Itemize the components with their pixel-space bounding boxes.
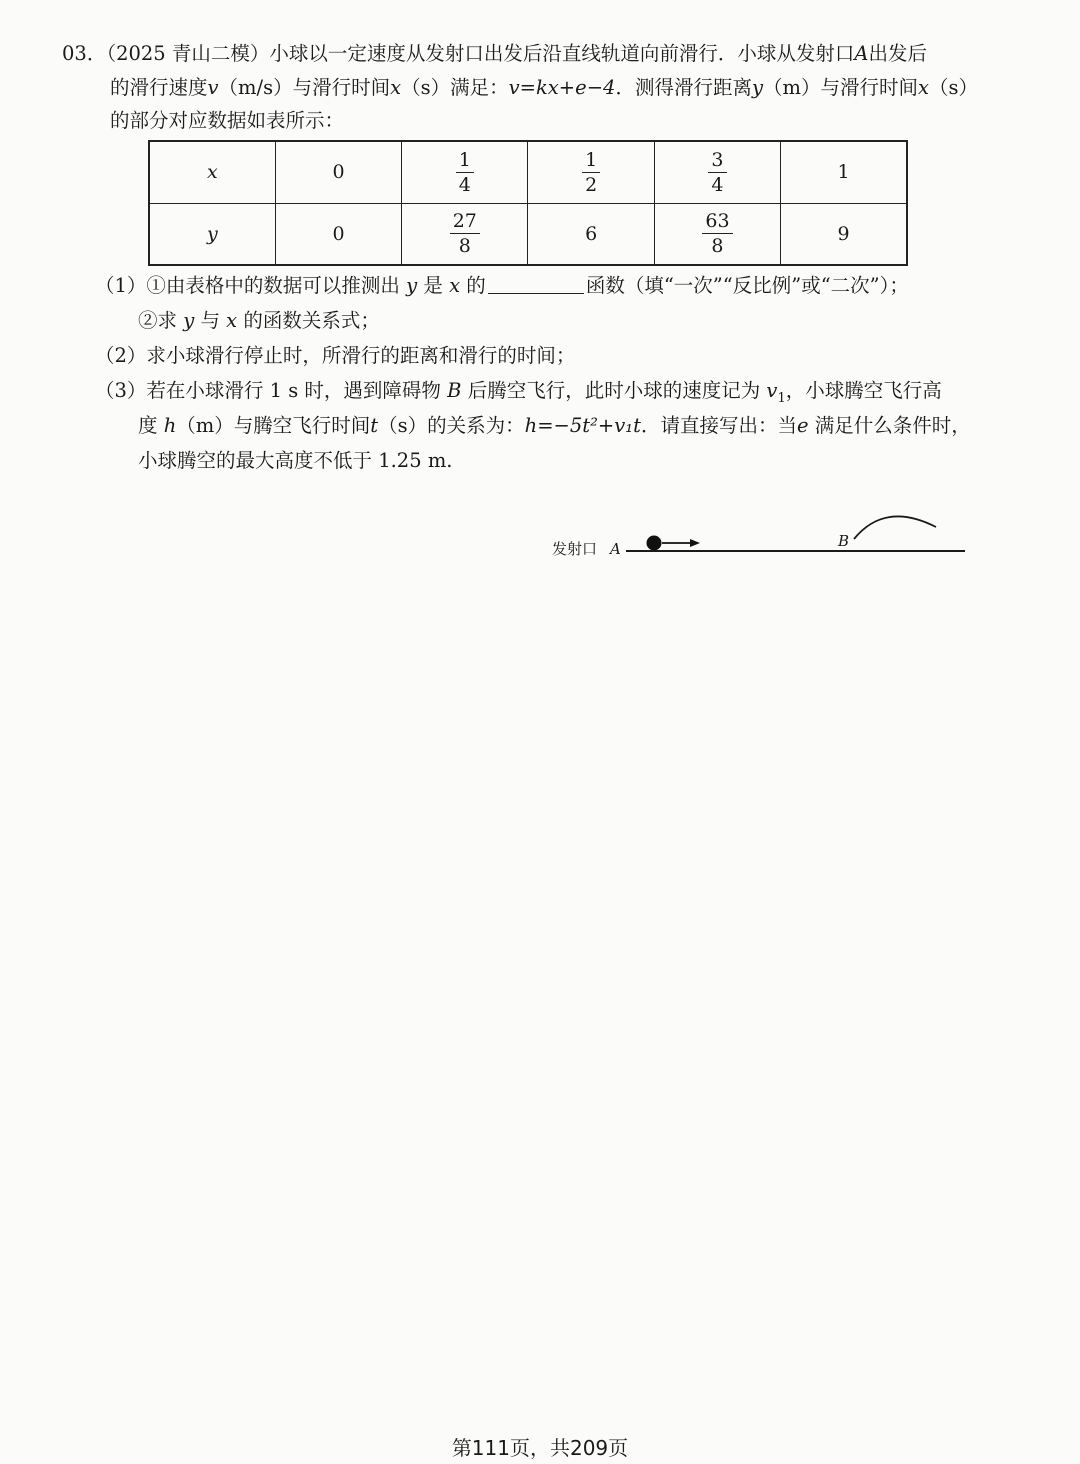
cell-y-3: $\frac{63}{8}$ — [654, 203, 780, 265]
data-table — [148, 140, 908, 266]
problem-line-3: 的部分对应数据如表所示： — [110, 109, 345, 132]
cell-y-4: 9 — [781, 203, 907, 265]
question-1b: ②求 y 与 x 的函数关系式； — [138, 309, 380, 332]
height-formula: h=−5t²+v₁t — [524, 414, 641, 437]
row-label-x: x — [149, 141, 275, 203]
question-2: （2）求小球滑行停止时，所滑行的距离和滑行的时间； — [95, 344, 576, 367]
question-3-line-1: （3）若在小球滑行 1 s 时，遇到障碍物 B 后腾空飞行，此时小球的速度记为 $v_1$，小球腾空飞行高 — [95, 379, 942, 406]
cell-x-1: $\frac{1}{4}$ — [402, 141, 528, 203]
cell-x-0: 0 — [275, 141, 401, 203]
cell-x-3: $\frac{3}{4}$ — [654, 141, 780, 203]
problem-line-1: 03．（2025 青山二模）小球以一定速度从发射口出发后沿直线轨道向前滑行．小球从发射口A出发后 — [62, 42, 928, 65]
problem-number: 03． — [62, 42, 107, 65]
question-3-line-2: 度 h（m）与腾空飞行时间t（s）的关系为：h=−5t²+v₁t．请直接写出：当e 满足什么条件时， — [138, 414, 971, 437]
table-row-x — [149, 141, 907, 203]
cell-x-4: 1 — [781, 141, 907, 203]
row-label-y: y — [149, 203, 275, 265]
launch-label: 发射口 — [552, 540, 598, 558]
table-row-y — [149, 203, 907, 265]
problem-line-2: 的滑行速度v（m/s）与滑行时间x（s）满足：v=kx+e−4．测得滑行距离y（m）与滑行时间x（s） — [110, 76, 978, 99]
point-a-label: A — [610, 540, 621, 558]
question-3-line-3: 小球腾空的最大高度不低于 1.25 m. — [138, 449, 453, 472]
cell-x-2: $\frac{1}{2}$ — [528, 141, 654, 203]
trajectory-diagram — [540, 505, 980, 565]
cell-y-0: 0 — [275, 203, 401, 265]
flight-arc — [854, 516, 936, 539]
question-1a: （1）①由表格中的数据可以推测出 y 是 x 的 函数（填“一次”“反比例”或“二次”）； — [95, 274, 909, 297]
answer-blank[interactable] — [488, 273, 584, 294]
cell-y-2: 6 — [528, 203, 654, 265]
page-footer: 第111页，共209页 — [451, 1436, 629, 1460]
velocity-formula: v=kx+e−4 — [508, 76, 616, 99]
point-b-label: B — [838, 532, 850, 550]
ball — [647, 536, 662, 551]
problem-source: （2025 青山二模） — [106, 42, 270, 65]
arrow-head — [690, 539, 700, 547]
cell-y-1: $\frac{27}{8}$ — [402, 203, 528, 265]
